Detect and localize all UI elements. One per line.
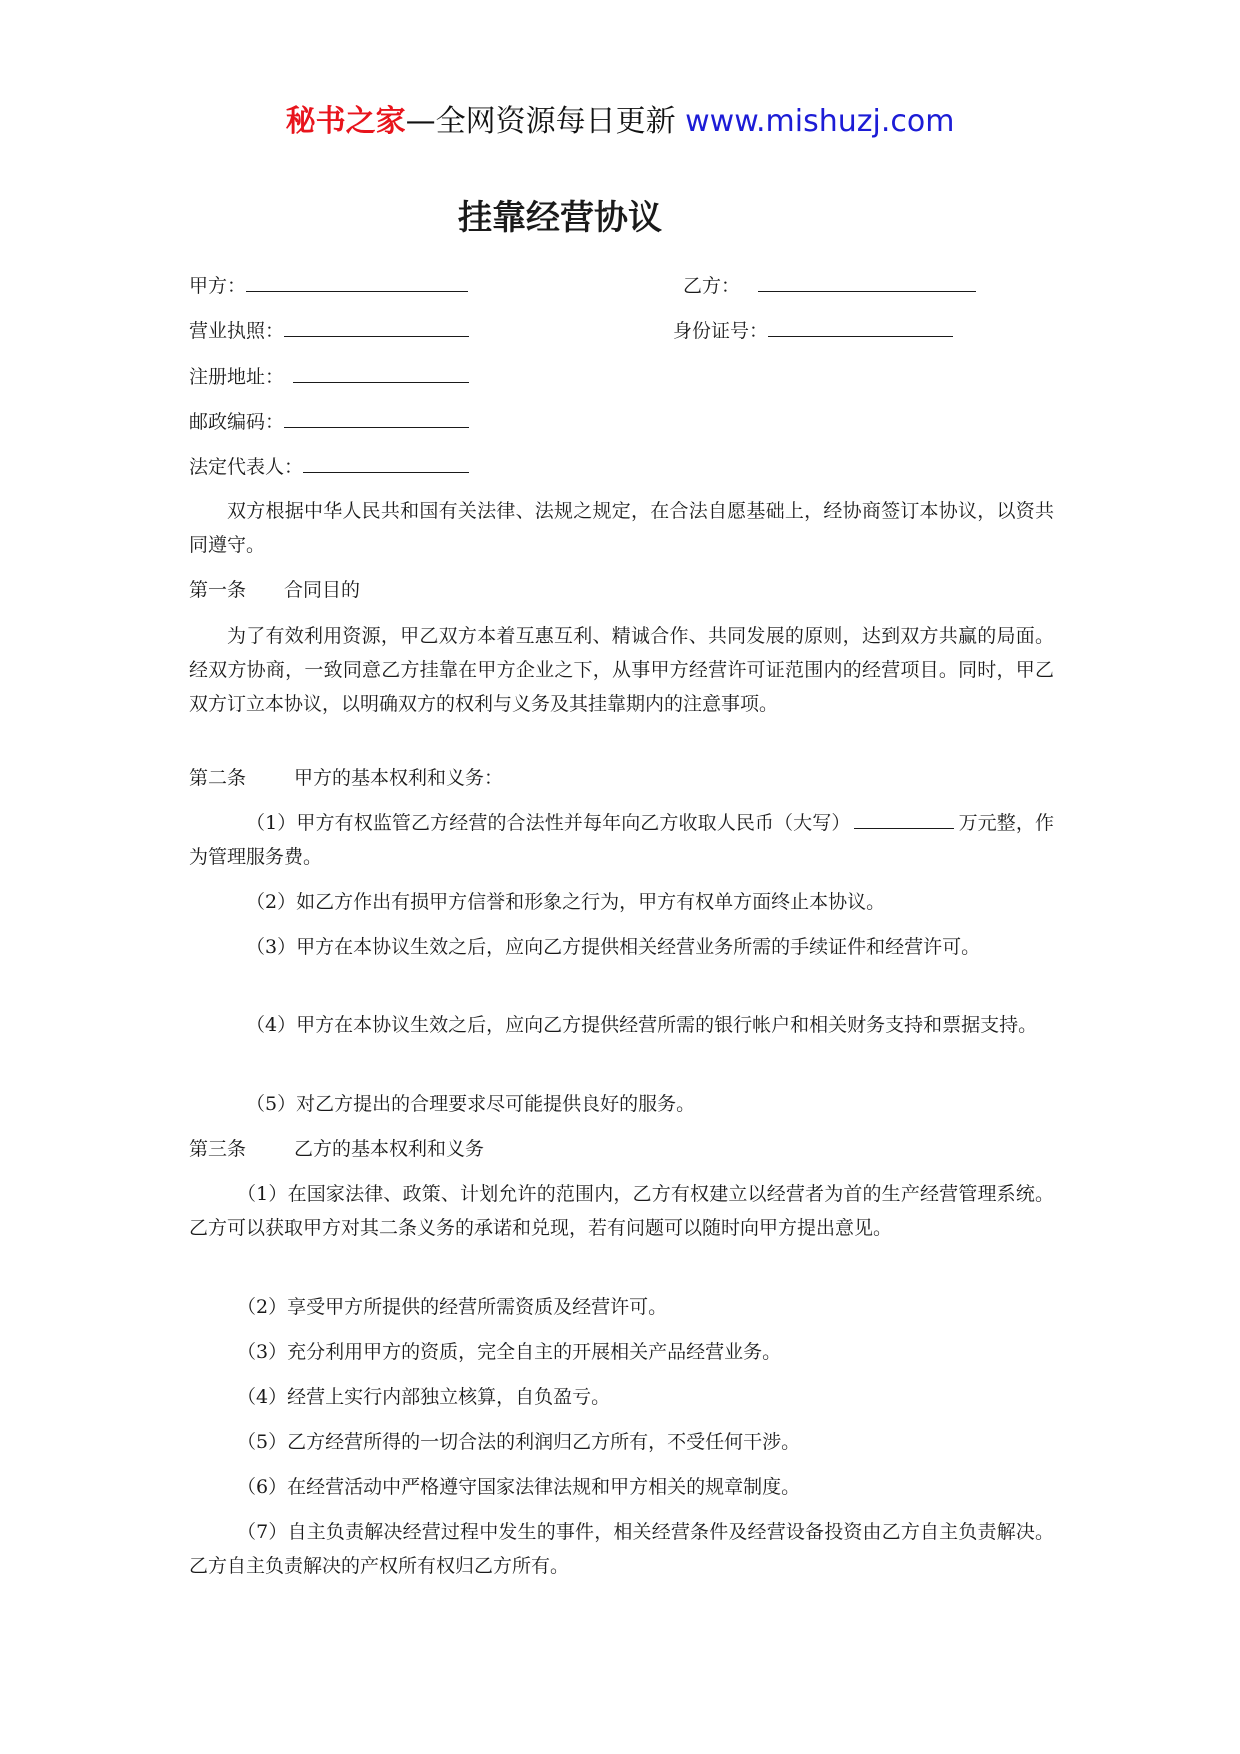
- party-a-blank: [246, 271, 468, 292]
- legal-rep-field: [189, 452, 469, 481]
- article-3-item-6: （6）在经营活动中严格遵守国家法律法规和甲方相关的规章制度。: [237, 1476, 801, 1498]
- article-3-item-5: （5）乙方经营所得的一切合法的利润归乙方所有，不受任何干涉。: [237, 1431, 801, 1453]
- party-b-blank: [758, 271, 976, 292]
- party-a-label: 甲方：: [189, 275, 247, 297]
- postcode-label: 邮政编码：: [189, 411, 285, 433]
- brand-name: 秘书之家: [285, 104, 406, 139]
- article-3-item-3: （3）充分利用甲方的资质，完全自主的开展相关产品经营业务。: [237, 1341, 782, 1363]
- party-b-label: 乙方：: [683, 275, 741, 297]
- article-2-item-1: [189, 806, 1054, 874]
- article-1-title: 合同目的: [284, 579, 361, 601]
- legal-rep-blank: [303, 452, 469, 473]
- article-3-heading: [189, 1132, 1054, 1166]
- article-3-item-4: （4）经营上实行内部独立核算，自负盈亏。: [237, 1386, 611, 1408]
- party-a-field: [189, 271, 468, 300]
- article-1-heading: [189, 573, 1054, 607]
- article-2-item-2: （2）如乙方作出有损甲方信誉和形象之行为，甲方有权单方面终止本协议。: [246, 891, 886, 913]
- article-2-item-4: （4）甲方在本协议生效之后，应向乙方提供经营所需的银行帐户和相关财务支持和票据支持。: [246, 1014, 1038, 1036]
- article-2-item-1-before: （1）甲方有权监管乙方经营的合法性并每年向乙方收取人民币（大写）: [246, 812, 851, 834]
- article-3-item-1: （1）在国家法律、政策、计划允许的范围内，乙方有权建立以经营者为首的生产经营管理系统。乙方可以获取甲方对其二条义务的承诺和兑现，若有问题可以随时向甲方提出意见。: [189, 1183, 1054, 1239]
- site-banner: [0, 102, 1240, 142]
- postcode-blank: [284, 407, 469, 428]
- intro-paragraph: 双方根据中华人民共和国有关法律、法规之规定，在合法自愿基础上，经协商签订本协议，以资共同遵守。: [189, 500, 1054, 556]
- id-number-label: 身份证号：: [673, 320, 769, 342]
- article-2-heading: [189, 761, 1054, 795]
- article-2-item-5: （5）对乙方提出的合理要求尽可能提供良好的服务。: [246, 1093, 696, 1115]
- article-2-number: 第二条: [189, 767, 247, 789]
- id-number-field: [673, 316, 953, 345]
- article-1-number: 第一条: [189, 579, 247, 601]
- banner-tagline: —全网资源每日更新: [405, 104, 676, 139]
- address-field: [189, 362, 469, 391]
- license-label: 营业执照：: [189, 320, 285, 342]
- article-3-title: 乙方的基本权利和义务: [294, 1138, 485, 1160]
- article-3-item-2: （2）享受甲方所提供的经营所需资质及经营许可。: [237, 1296, 668, 1318]
- party-b-field: [683, 271, 976, 300]
- license-field: [189, 316, 469, 345]
- address-label: 注册地址：: [189, 366, 285, 388]
- document-title: 挂靠经营协议: [458, 198, 662, 238]
- article-2-item-3: （3）甲方在本协议生效之后，应向乙方提供相关经营业务所需的手续证件和经营许可。: [246, 936, 981, 958]
- site-url[interactable]: www.mishuzj.com: [685, 104, 955, 139]
- article-2-title: 甲方的基本权利和义务：: [294, 767, 504, 789]
- id-number-blank: [768, 316, 953, 337]
- article-3-number: 第三条: [189, 1138, 247, 1160]
- address-blank: [293, 362, 469, 383]
- article-2-item-1-after: 万元整，作为管理服务费。: [189, 812, 1054, 868]
- license-blank: [284, 316, 469, 337]
- fee-amount-blank: [854, 808, 954, 829]
- legal-rep-label: 法定代表人：: [189, 456, 304, 478]
- postcode-field: [189, 407, 469, 436]
- article-1-text: 为了有效利用资源，甲乙双方本着互惠互利、精诚合作、共同发展的原则，达到双方共赢的局面。经双方协商，一致同意乙方挂靠在甲方企业之下，从事甲方经营许可证范围内的经营项目。同时，甲乙双方订立本协议，以明确双方的权利与义务及其挂靠期内的注意事项。: [189, 625, 1054, 715]
- article-3-item-7: （7）自主负责解决经营过程中发生的事件，相关经营条件及经营设备投资由乙方自主负责解决。乙方自主负责解决的产权所有权归乙方所有。: [189, 1521, 1054, 1577]
